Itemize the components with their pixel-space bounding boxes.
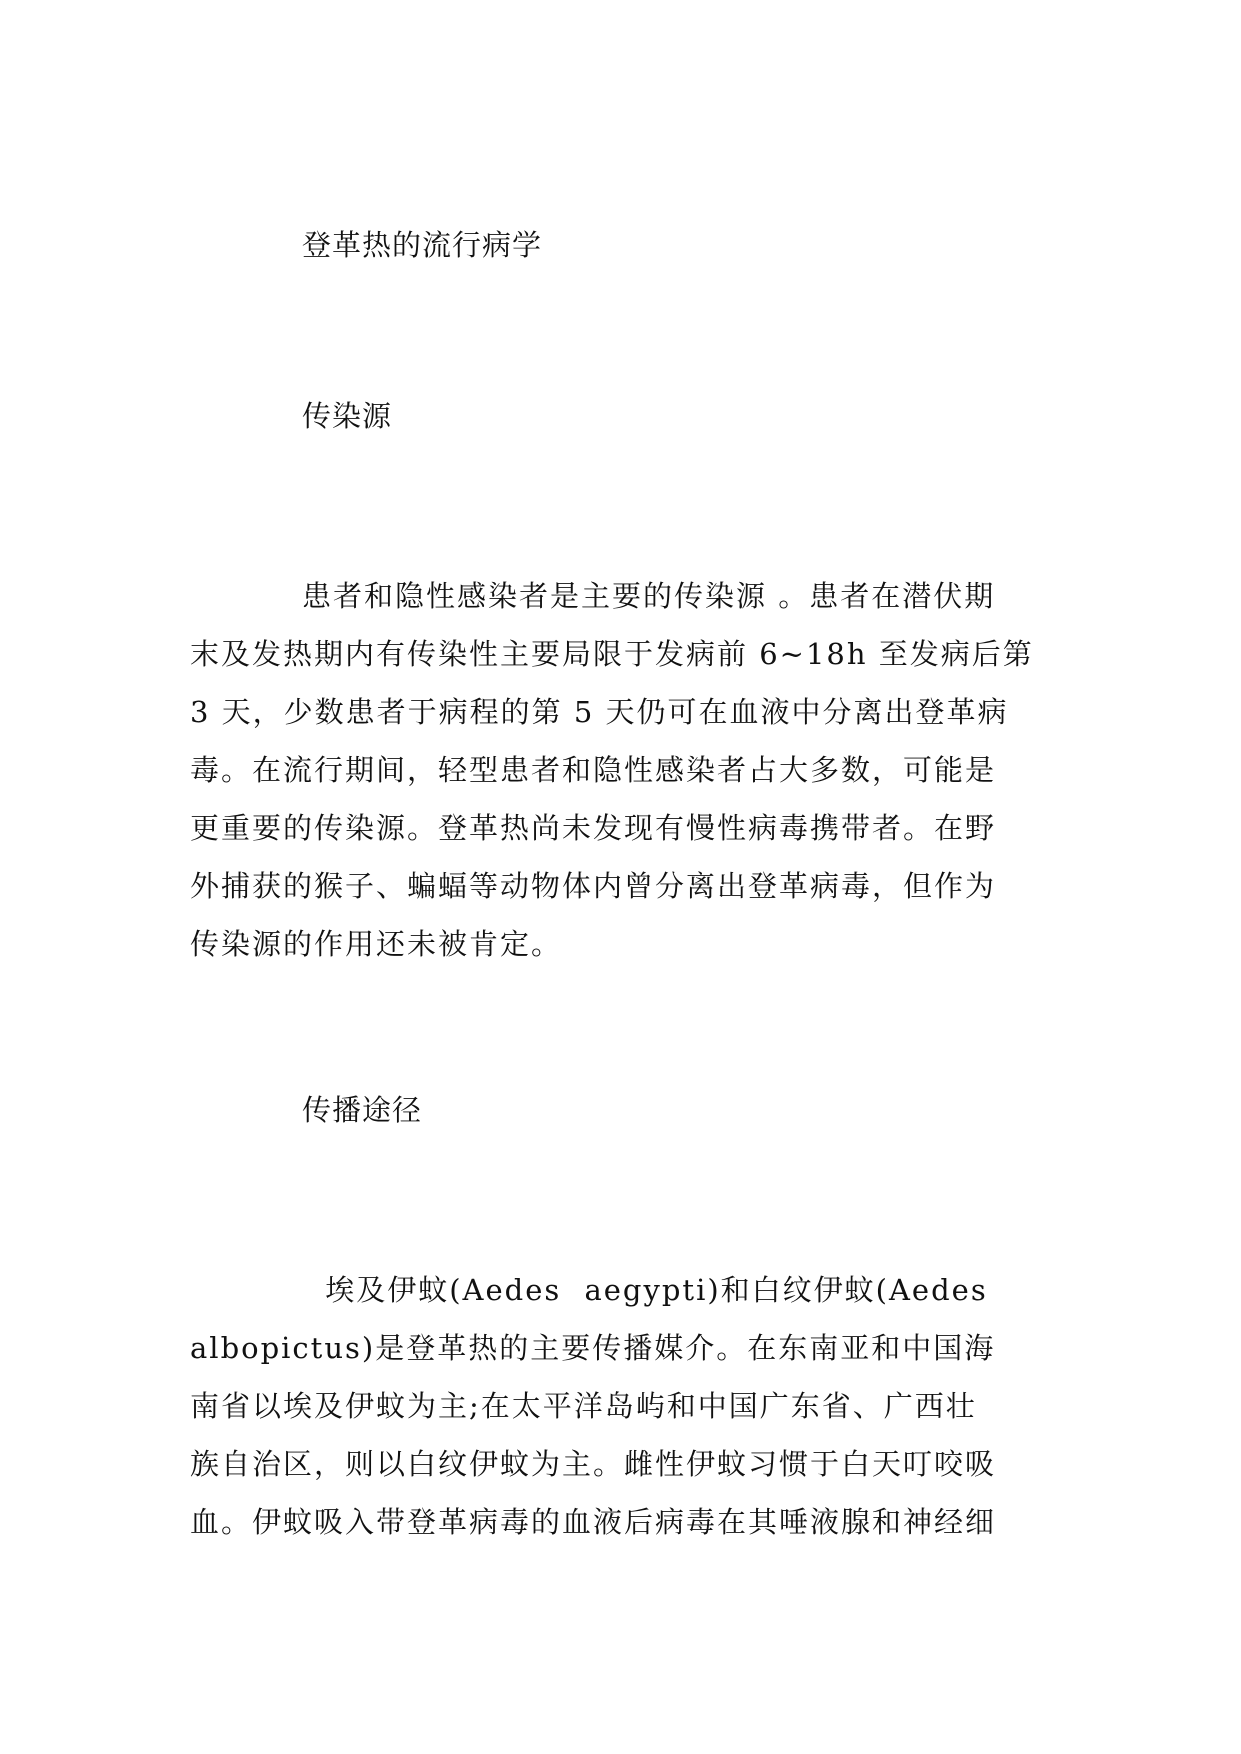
paragraph-line: 族自治区，则以白纹伊蚊为主。雌性伊蚊习惯于白天叮咬吸 xyxy=(190,1447,997,1481)
paragraph-line: 南省以埃及伊蚊为主;在太平洋岛屿和中国广东省、广西壮 xyxy=(190,1389,977,1423)
paragraph-line: 3 天，少数患者于病程的第 5 天仍可在血液中分离出登革病 xyxy=(190,695,1009,729)
document-title: 登革热的流行病学 xyxy=(302,228,543,262)
paragraph-line: 毒。在流行期间，轻型患者和隐性感染者占大多数，可能是 xyxy=(190,753,997,787)
section-heading-transmission-route: 传播途径 xyxy=(302,1093,423,1127)
paragraph-line: 埃及伊蚊(Aedes aegypti)和白纹伊蚊(Aedes xyxy=(302,1273,988,1307)
section-heading-infection-source: 传染源 xyxy=(302,399,393,433)
paragraph-line: albopictus)是登革热的主要传播媒介。在东南亚和中国海 xyxy=(190,1331,996,1365)
paragraph-line: 更重要的传染源。登革热尚未发现有慢性病毒携带者。在野 xyxy=(190,811,997,845)
paragraph-line: 血。伊蚊吸入带登革病毒的血液后病毒在其唾液腺和神经细 xyxy=(190,1505,997,1539)
paragraph-infection-source xyxy=(190,567,1050,973)
paragraph-line: 末及发热期内有传染性主要局限于发病前 6~18h 至发病后第 xyxy=(190,637,1034,671)
paragraph-line: 传染源的作用还未被肯定。 xyxy=(190,927,563,961)
paragraph-transmission-route xyxy=(190,1261,1050,1551)
paragraph-line: 患者和隐性感染者是主要的传染源 。患者在潜伏期 xyxy=(302,579,996,613)
paragraph-line: 外捕获的猴子、蝙蝠等动物体内曾分离出登革病毒，但作为 xyxy=(190,869,997,903)
